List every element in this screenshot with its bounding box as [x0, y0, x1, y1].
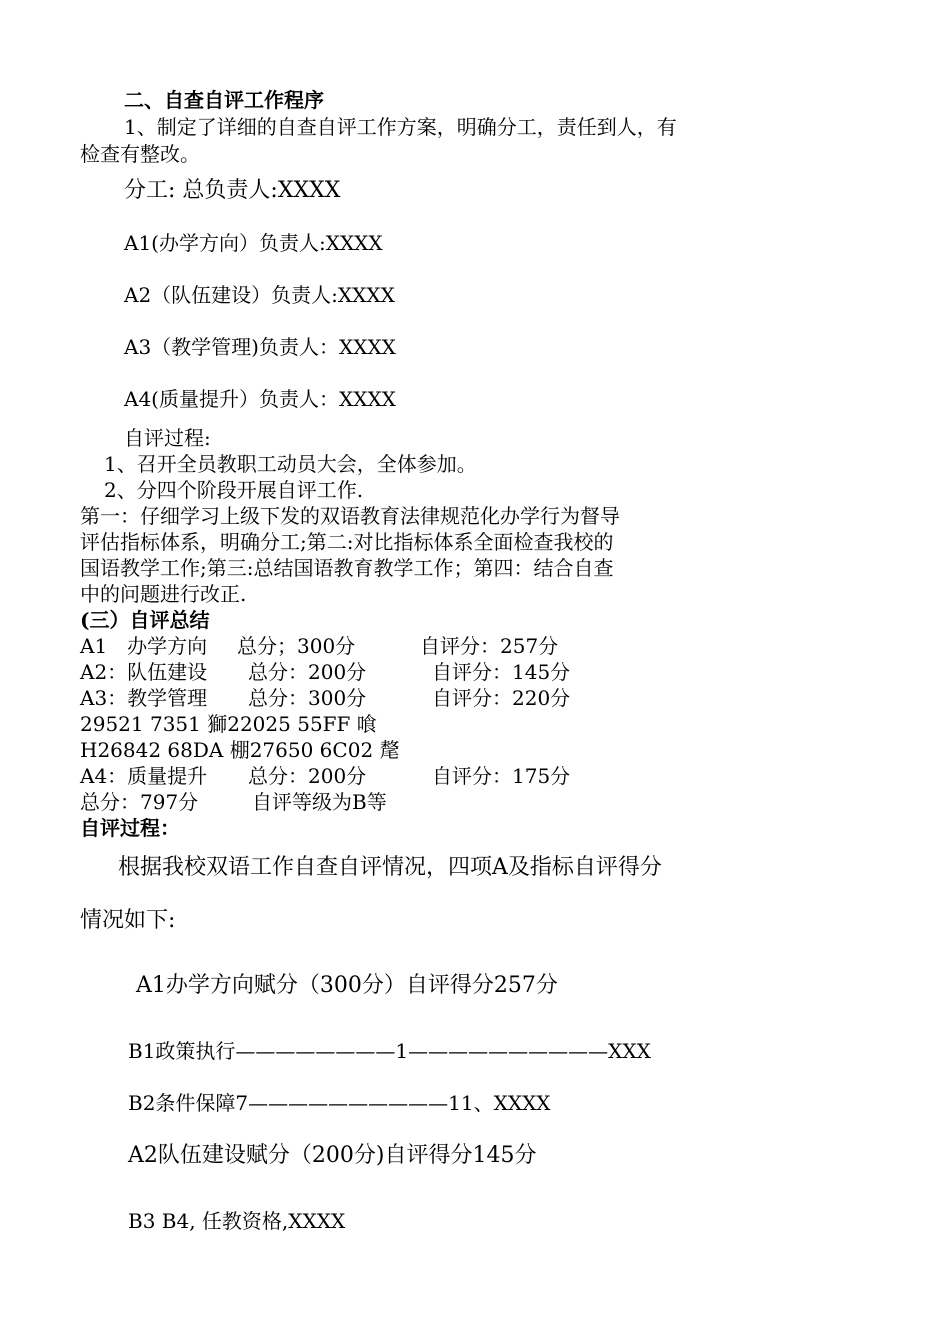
division-a4: A4(质量提升）负责人：XXXX — [124, 387, 396, 411]
process-heading-2: 自评过程： — [80, 816, 180, 840]
summary-row-a3-total: 总分：300分 — [248, 686, 367, 710]
summary-row-a1-name: A1 办学方向 — [80, 634, 208, 658]
summary-row-a4-total: 总分：200分 — [248, 764, 367, 788]
summary-grade: 自评等级为B等 — [252, 790, 387, 814]
division-a2: A2（队伍建设）负责人:XXXX — [124, 283, 395, 307]
garbled-line-2: H26842 68DA 棚27650 6C02 氂 — [80, 738, 400, 762]
summary-row-a3-name: A3：教学管理 — [80, 686, 208, 710]
b2-conditions: B2条件保障7——————————11、XXXX — [128, 1091, 551, 1115]
stages-line-4: 中的问题进行改正. — [80, 582, 247, 606]
summary-row-a2-self: 自评分：145分 — [432, 660, 571, 684]
process-label: 自评过程: — [124, 426, 211, 450]
summary-row-a1-total: 总分；300分 — [237, 634, 356, 658]
summary-row-a4-self: 自评分：175分 — [432, 764, 571, 788]
b1-policy: B1政策执行————————1——————————XXX — [128, 1039, 651, 1063]
paragraph-plan-line1: 1、制定了详细的自查自评工作方案，明确分工，责任到人，有 — [124, 115, 677, 139]
summary-row-a1-self: 自评分：257分 — [420, 634, 559, 658]
summary-heading: (三）自评总结 — [80, 608, 210, 632]
paragraph-plan-line2: 检查有整改。 — [80, 142, 200, 166]
division-a1: A1(办学方向）负责人:XXXX — [124, 231, 383, 255]
results-line-1: 根据我校双语工作自查自评情况，四项A及指标自评得分 — [118, 855, 662, 880]
division-a3: A3（教学管理)负责人：XXXX — [124, 335, 396, 359]
summary-row-a3-self: 自评分：220分 — [432, 686, 571, 710]
b3-b4-qualification: B3 B4, 任教资格,XXXX — [128, 1209, 346, 1233]
stages-line-2: 评估指标体系，明确分工;第二:对比指标体系全面检查我校的 — [80, 530, 614, 554]
process-item-2: 2、分四个阶段开展自评工作. — [104, 478, 364, 502]
division-leader: 分工: 总负责人:XXXX — [124, 178, 341, 203]
stages-line-1: 第一：仔细学习上级下发的双语教育法律规范化办学行为督导 — [80, 504, 620, 528]
summary-row-a2-total: 总分：200分 — [248, 660, 367, 684]
summary-row-a4-name: A4：质量提升 — [80, 764, 208, 788]
a1-score: A1办学方向赋分（300分）自评得分257分 — [136, 973, 558, 998]
stages-line-3: 国语教学工作;第三:总结国语教育教学工作；第四：结合自查 — [80, 556, 614, 580]
summary-total: 总分：797分 — [80, 790, 199, 814]
garbled-line-1: 29521 7351 獅22025 55FF 喰 — [80, 712, 377, 736]
results-line-2: 情况如下: — [80, 908, 176, 933]
summary-row-a2-name: A2：队伍建设 — [80, 660, 208, 684]
heading-procedure: 二、自查自评工作程序 — [124, 88, 324, 112]
process-item-1: 1、召开全员教职工动员大会，全体参加。 — [104, 452, 477, 476]
a2-score: A2队伍建设赋分（200分)自评得分145分 — [128, 1143, 537, 1168]
